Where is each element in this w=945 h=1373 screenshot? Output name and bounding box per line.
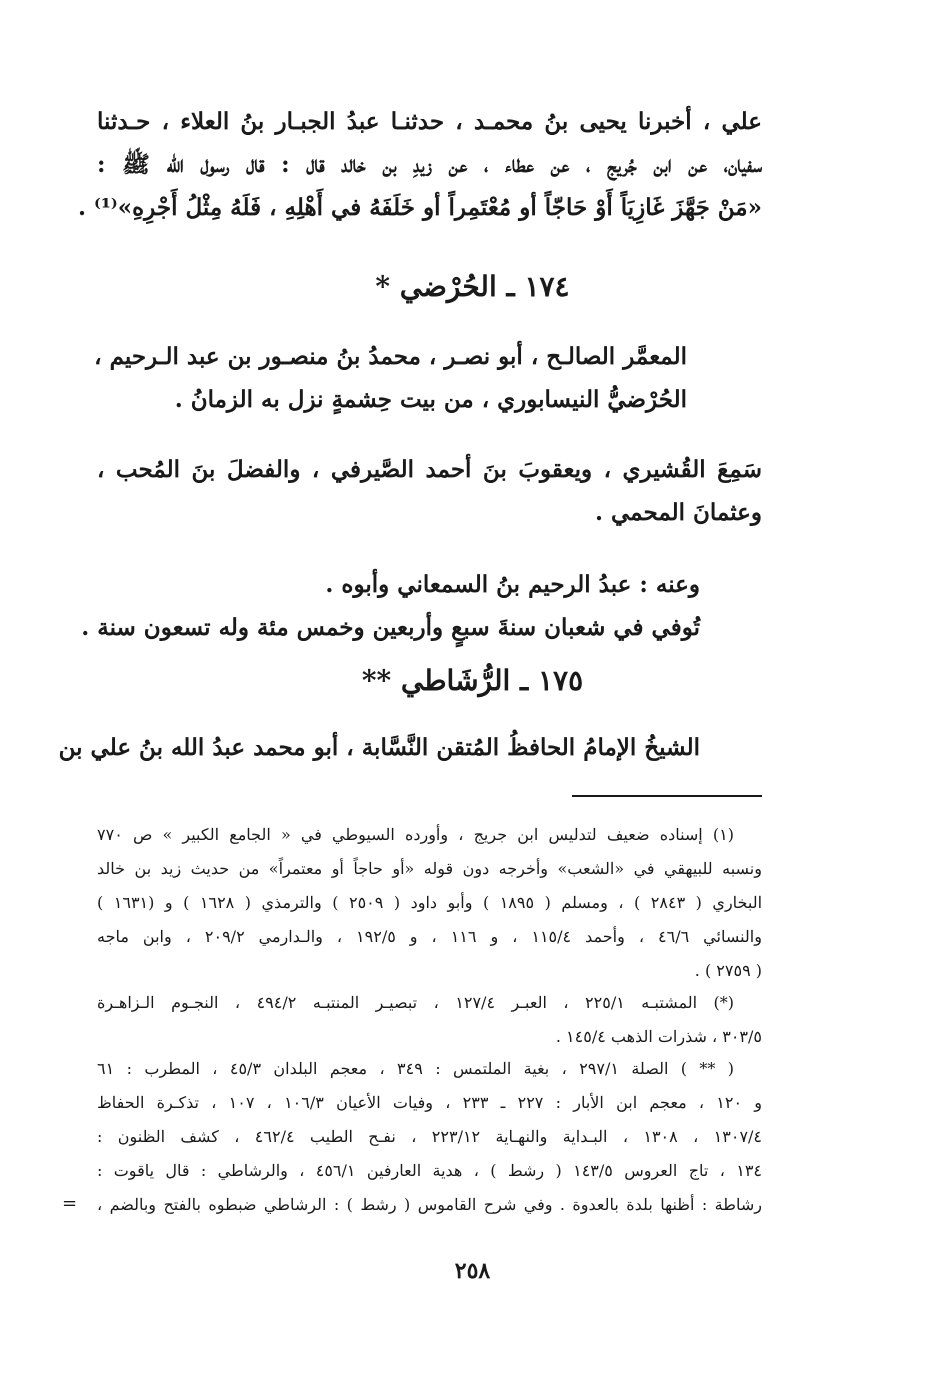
text-line: سفيان، عن ابن جُريج ، عن عطاء ، عن زيدِ بن خالد قال : قال رسول الله ﷺ : — [97, 151, 762, 178]
footnote-line: (*) المشتبـه ٢٢٥/١ ، العبـر ١٢٧/٤ ، تبصيـر المنتبـه ٤٩٤/٢ ، النجـوم الـزاهـرة — [97, 993, 735, 1012]
text-line: وعنه : عبدُ الرحيم بنُ السمعاني وأبوه . — [325, 571, 700, 598]
entry-174-students — [35, 563, 700, 606]
footnote-line: ونسبه للبيهقي في «الشعب» وأخرجه دون قوله «أو حاجاً أو معتمراً» من حديث زيد بن خالد — [97, 859, 762, 878]
opening-paragraph — [77, 100, 762, 229]
continuation-mark: = — [62, 1193, 78, 1214]
page-number: ٢٥٨ — [454, 1258, 491, 1284]
text-line: علي ، أخبرنا يحيى بنُ محمـد ، حدثنـا عبدُ الجبـار بنُ العلاء ، حـدثنا — [97, 108, 762, 135]
footnote-line: ( ** ) الصلة ٢٩٧/١ ، بغية الملتمس : ٣٤٩ ، معجم البلدان ٤٥/٣ ، المطرب : ٦١ — [97, 1059, 735, 1078]
entry-heading-175: ١٧٥ ـ الرُّشَاطي ** — [361, 664, 584, 697]
entry-heading-174: ١٧٤ ـ الحُرْضي * — [375, 270, 570, 303]
footnote-line: ٣٠٣/٥ ، شذرات الذهب ١٤٥/٤ . — [555, 1027, 762, 1046]
footnote-double-star — [97, 1052, 762, 1222]
text-line: الحُرْضيُّ النيسابوري ، من بيت حِشمةٍ نزل به الزمانُ . — [174, 386, 687, 413]
entry-175-biography — [58, 726, 700, 769]
footnote-line: والنسائي ٤٦/٦ ، وأحمد ١١٥/٤ ، و ١١٦ ، و ١٩٢/٥ ، والـدارمي ٢٠٩/٢ ، وابن ماجه — [97, 927, 762, 946]
entry-174-biography — [94, 335, 687, 421]
footnote-line: ( ٢٧٥٩ ) . — [694, 961, 762, 980]
footnote-1 — [97, 818, 762, 988]
footnote-star — [97, 986, 762, 1054]
footnote-line: رشاطة : أظنها بلدة بالعدوة . وفي شرح القاموس ( رشط ) : الرشاطي ضبطوه بالفتح وبالضم ، — [97, 1195, 762, 1214]
text-line: تُوفي في شعبان سنةَ سبعٍ وأربعين وخمس مئة وله تسعون سنة . — [81, 614, 700, 641]
text-line: سَمِعَ القُشيري ، ويعقوبَ بنَ أحمد الصَّيرفي ، والفضلَ بنَ المُحب ، — [97, 456, 762, 483]
text-line: الشيخُ الإمامُ الحافظُ المُتقن النَّسَّابة ، أبو محمد عبدُ الله بنُ علي بن — [58, 734, 700, 761]
hadith-line: «مَنْ جَهَّزَ غَازِيَاً أَوْ حَاجّاً أو مُعْتَمِراً أو خَلَفَهُ في أَهْلِهِ ، فَلَهُ مِثْلُ أَجْرِهِ»⁽¹⁾ . — [77, 194, 762, 221]
text-line: المعمَّر الصالـح ، أبو نصـر ، محمدُ بنُ منصـور بن عبد الـرحيم ، — [94, 343, 687, 370]
footnote-line: و ١٢٠ ، معجم ابن الأبار : ٢٢٧ ـ ٢٣٣ ، وفيات الأعيان ١٠٦/٣ ، ١٠٧ ، تذكـرة الحفاظ — [97, 1093, 763, 1112]
footnote-line: (١) إسناده ضعيف لتدليس ابن جريج ، وأورده السيوطي في « الجامع الكبير » ص ٧٧٠ — [97, 825, 734, 844]
text-line: وعثمانَ المحمي . — [595, 499, 762, 526]
entry-174-teachers — [97, 448, 762, 534]
footnote-line: ١٣٤ ، تاج العروس ١٤٣/٥ ( رشط ) ، هدية العارفين ٤٥٦/١ ، والرشاطي : قال ياقوت : — [97, 1161, 762, 1180]
footnote-line: ١٣٠٧/٤ ، ١٣٠٨ ، البـداية والنهـاية ٢٢٣/١٢ ، نفـح الطيب ٤٦٢/٤ ، كشف الظنون : — [97, 1127, 763, 1146]
footnote-separator — [572, 795, 762, 797]
footnote-line: البخاري ( ٢٨٤٣ ) ، ومسلم ( ١٨٩٥ ) وأبو داود ( ٢٥٠٩ ) والترمذي ( ١٦٢٨ ) و (١٦٣١ ) — [97, 893, 763, 912]
entry-174-death — [35, 606, 700, 649]
